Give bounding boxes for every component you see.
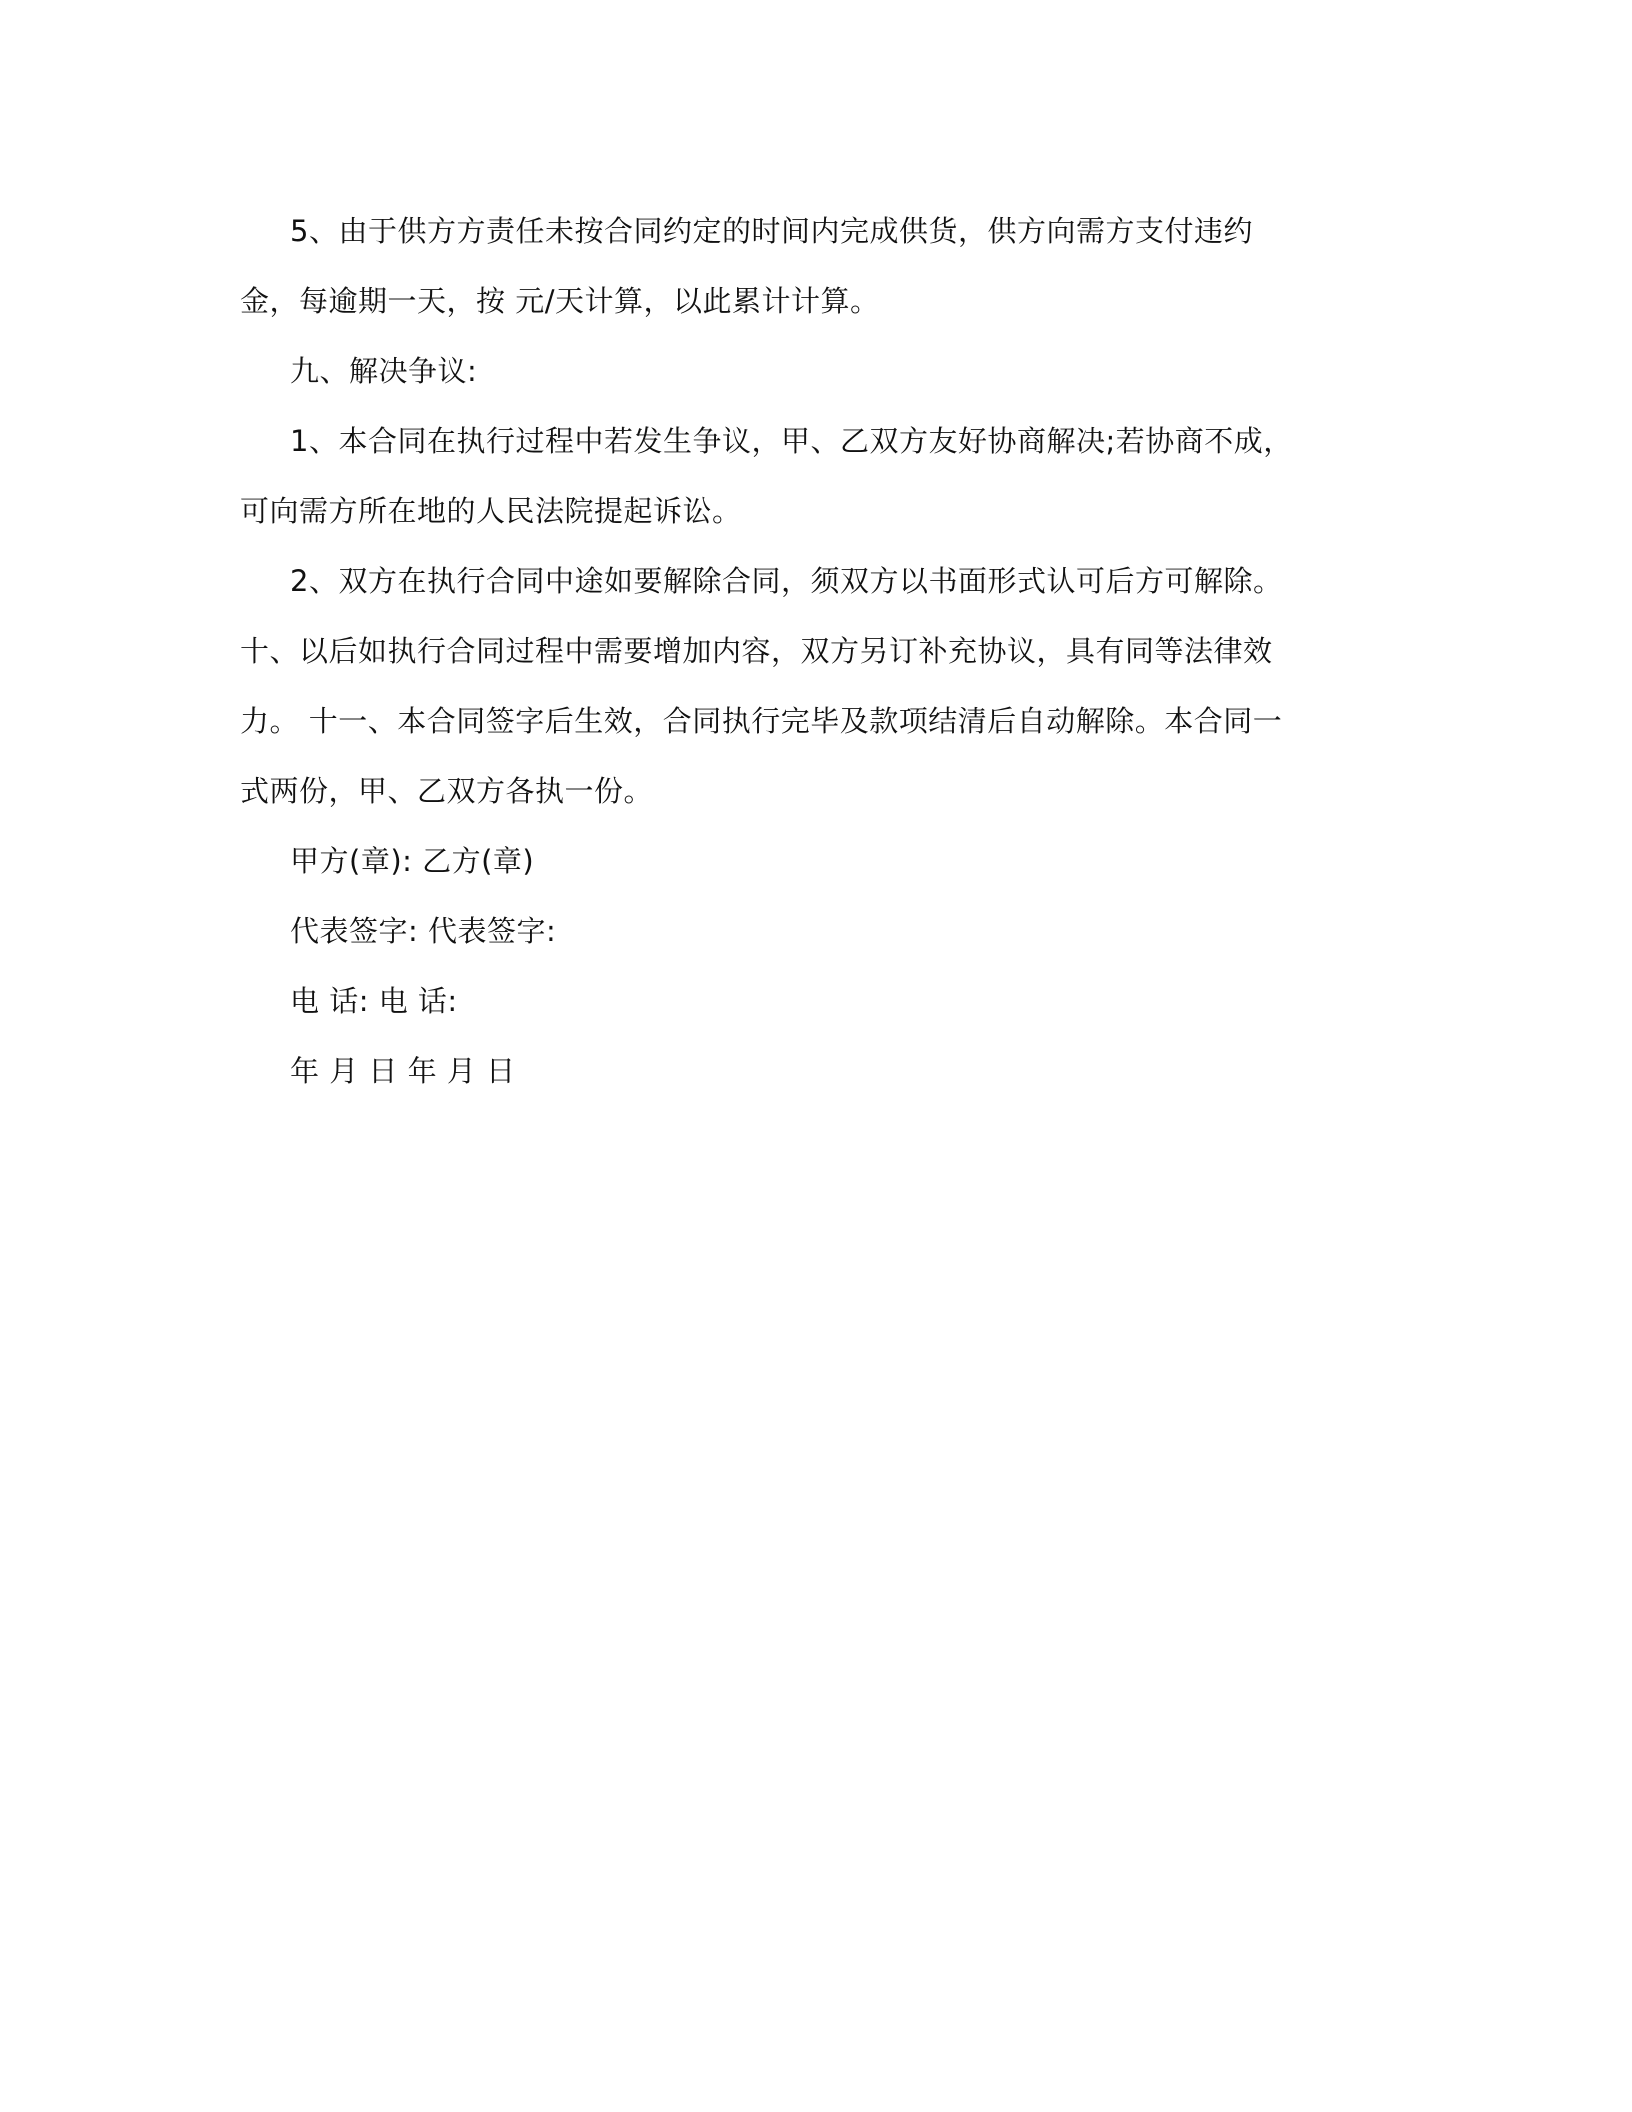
clause-5-line-2: 金，每逾期一天，按 元/天计算，以此累计计算。 [240, 284, 880, 318]
clause-5-line-1: 5、由于供方方责任未按合同约定的时间内完成供货，供方向需方支付违约 [290, 214, 1253, 248]
section-9-heading: 九、解决争议: [290, 354, 478, 388]
section-9-clause-2: 2、双方在执行合同中途如要解除合同，须双方以书面形式认可后方可解除。 [290, 564, 1283, 598]
section-9-clause-1-line-2: 可向需方所在地的人民法院提起诉讼。 [240, 494, 742, 528]
section-10-line-2: 力。 十一、本合同签字后生效，合同执行完毕及款项结清后自动解除。本合同一 [240, 704, 1283, 738]
section-10-line-1: 十、以后如执行合同过程中需要增加内容，双方另订补充协议，具有同等法律效 [240, 634, 1273, 668]
section-9-clause-1-line-1: 1、本合同在执行过程中若发生争议，甲、乙双方友好协商解决;若协商不成， [290, 424, 1293, 458]
signature-representative-line: 代表签字: 代表签字: [290, 914, 557, 948]
signature-date-line: 年 月 日 年 月 日 [290, 1054, 516, 1088]
document-body [240, 196, 1360, 1106]
section-11-line-3: 式两份，甲、乙双方各执一份。 [240, 774, 654, 808]
signature-phone-line: 电 话: 电 话: [290, 984, 458, 1018]
signature-seal-line: 甲方(章): 乙方(章) [290, 844, 535, 878]
